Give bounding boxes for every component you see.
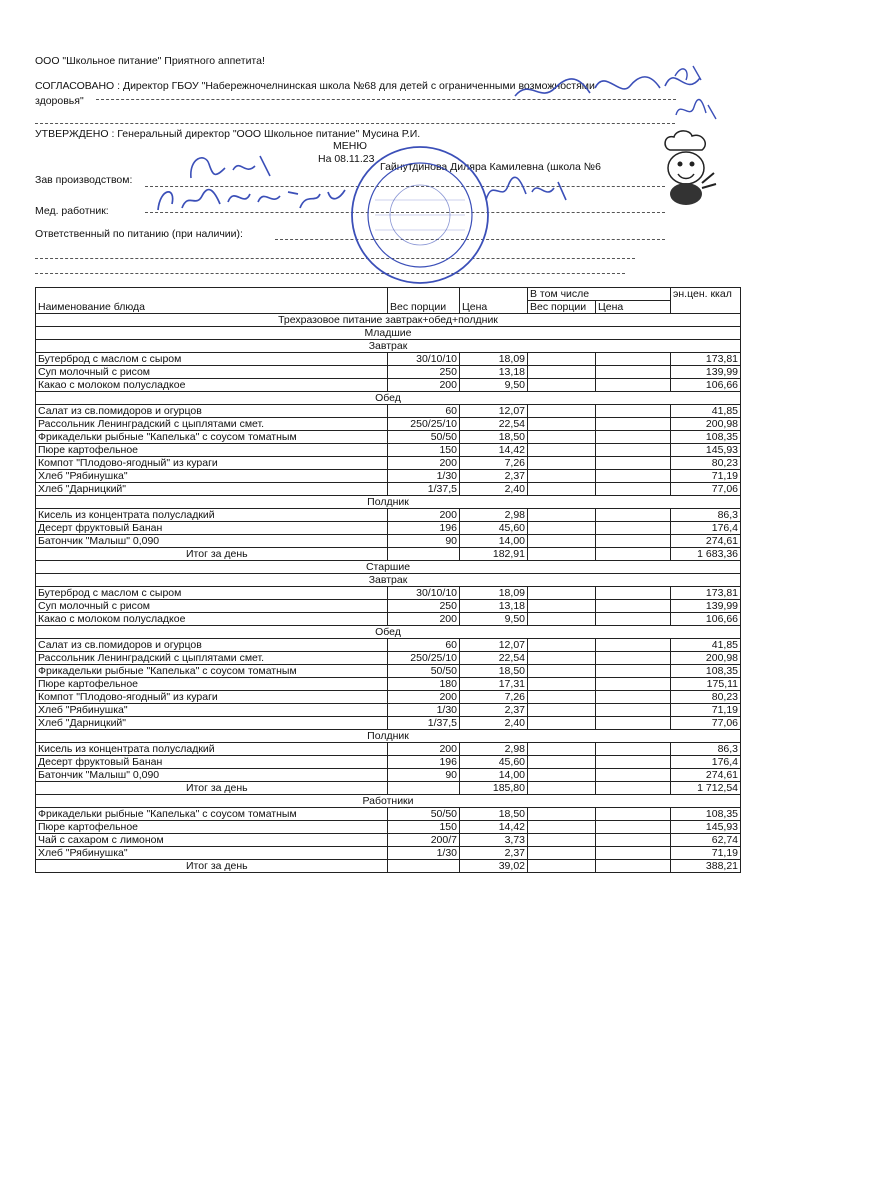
dish-price: 9,50 [460, 379, 528, 392]
dish-name: Фрикадельки рыбные "Капелька" с соусом томатным [36, 665, 388, 678]
table-row [36, 353, 741, 366]
section-row [36, 314, 741, 327]
dish-name: Фрикадельки рыбные "Капелька" с соусом томатным [36, 431, 388, 444]
dish-kcal: 86,3 [671, 743, 741, 756]
sub-weight-cell [528, 353, 596, 366]
approved-line: УТВЕРЖДЕНО : Генеральный директор "ООО Школьное питание" Мусина Р.И. [35, 128, 421, 140]
sub-price-cell [596, 379, 671, 392]
sub-weight-cell [528, 639, 596, 652]
total-row [36, 548, 741, 561]
sub-weight-cell [528, 717, 596, 730]
sub-weight-cell [528, 743, 596, 756]
column-header-weight: Вес порции [388, 288, 460, 314]
table-row [36, 743, 741, 756]
table-row [36, 756, 741, 769]
sub-weight-cell [528, 457, 596, 470]
table-row [36, 444, 741, 457]
dish-price: 45,60 [460, 756, 528, 769]
responsible-label: Ответственный по питанию (при наличии): [35, 228, 243, 240]
dish-kcal: 173,81 [671, 353, 741, 366]
section-label: Полдник [36, 730, 741, 743]
dish-name: Хлеб "Рябинушка" [36, 470, 388, 483]
dish-price: 7,26 [460, 691, 528, 704]
divider-line [35, 123, 675, 124]
school-stamp-icon [345, 140, 495, 290]
sub-price-cell [596, 808, 671, 821]
menu-date: На 08.11.23 [318, 153, 375, 165]
dish-weight: 196 [388, 522, 460, 535]
dish-name: Батончик "Малыш" 0,090 [36, 769, 388, 782]
table-row [36, 691, 741, 704]
dish-weight: 90 [388, 769, 460, 782]
sub-weight-cell [528, 769, 596, 782]
table-row [36, 639, 741, 652]
dish-kcal: 173,81 [671, 587, 741, 600]
dish-name: Пюре картофельное [36, 444, 388, 457]
dish-name: Батончик "Малыш" 0,090 [36, 535, 388, 548]
dish-weight: 150 [388, 444, 460, 457]
total-price: 185,80 [460, 782, 528, 795]
sub-weight-cell [528, 821, 596, 834]
sub-price-cell [596, 353, 671, 366]
column-header-including: В том числе [528, 288, 671, 301]
sub-weight-cell [528, 366, 596, 379]
sub-weight-cell [528, 678, 596, 691]
sub-price-cell [596, 665, 671, 678]
dish-name: Десерт фруктовый Банан [36, 756, 388, 769]
sub-weight-cell [528, 652, 596, 665]
table-row [36, 509, 741, 522]
dish-weight: 1/37,5 [388, 483, 460, 496]
sub-price-cell [596, 639, 671, 652]
sub-price-cell [596, 613, 671, 626]
dish-price: 18,09 [460, 353, 528, 366]
total-kcal: 1 712,54 [671, 782, 741, 795]
table-row [36, 379, 741, 392]
dish-weight: 1/30 [388, 847, 460, 860]
table-row [36, 678, 741, 691]
dish-kcal: 62,74 [671, 834, 741, 847]
dish-weight: 30/10/10 [388, 353, 460, 366]
table-row [36, 431, 741, 444]
section-label: Завтрак [36, 574, 741, 587]
section-label: Трехразовое питание завтрак+обед+полдник [36, 314, 741, 327]
sub-weight-cell [528, 808, 596, 821]
production-chief-label: Зав производством: [35, 174, 133, 186]
sub-price-cell [596, 704, 671, 717]
organization-title: ООО "Школьное питание" Приятного аппетита! [35, 55, 265, 67]
dish-price: 45,60 [460, 522, 528, 535]
dish-price: 7,26 [460, 457, 528, 470]
section-label: Завтрак [36, 340, 741, 353]
sub-price-cell [596, 405, 671, 418]
dish-kcal: 106,66 [671, 613, 741, 626]
total-weight-cell [388, 782, 460, 795]
dish-name: Какао с молоком полусладкое [36, 379, 388, 392]
table-row [36, 587, 741, 600]
sub-weight-cell [528, 665, 596, 678]
dish-name: Фрикадельки рыбные "Капелька" с соусом томатным [36, 808, 388, 821]
dish-name: Десерт фруктовый Банан [36, 522, 388, 535]
table-row [36, 483, 741, 496]
sub-price-cell [596, 678, 671, 691]
table-row [36, 769, 741, 782]
table-row [36, 522, 741, 535]
dish-price: 18,50 [460, 431, 528, 444]
dish-kcal: 77,06 [671, 717, 741, 730]
dish-name: Рассольник Ленинградский с цыплятами смет. [36, 652, 388, 665]
dish-name: Хлеб "Дарницкий" [36, 483, 388, 496]
table-row [36, 847, 741, 860]
sub-weight-cell [528, 613, 596, 626]
dish-price: 12,07 [460, 405, 528, 418]
dish-price: 9,50 [460, 613, 528, 626]
dish-weight: 200 [388, 379, 460, 392]
sub-weight-cell [528, 548, 596, 561]
dish-weight: 1/30 [388, 470, 460, 483]
dish-weight: 200 [388, 691, 460, 704]
sub-price-cell [596, 457, 671, 470]
table-row [36, 418, 741, 431]
dish-price: 2,37 [460, 847, 528, 860]
column-header-price: Цена [460, 288, 528, 314]
dish-weight: 50/50 [388, 665, 460, 678]
section-row [36, 730, 741, 743]
sub-weight-cell [528, 444, 596, 457]
section-label: Обед [36, 626, 741, 639]
section-row [36, 574, 741, 587]
dish-weight: 1/37,5 [388, 717, 460, 730]
signature-icon [672, 95, 722, 125]
dish-kcal: 80,23 [671, 691, 741, 704]
sub-price-cell [596, 535, 671, 548]
dish-name: Салат из св.помидоров и огурцов [36, 405, 388, 418]
table-row [36, 457, 741, 470]
sub-weight-cell [528, 405, 596, 418]
table-row [36, 808, 741, 821]
sub-price-cell [596, 600, 671, 613]
dish-name: Салат из св.помидоров и огурцов [36, 639, 388, 652]
dish-price: 3,73 [460, 834, 528, 847]
dish-name: Хлеб "Дарницкий" [36, 717, 388, 730]
medic-label: Мед. работник: [35, 205, 109, 217]
dish-price: 22,54 [460, 418, 528, 431]
sub-weight-cell [528, 431, 596, 444]
sub-price-cell [596, 847, 671, 860]
dish-name: Хлеб "Рябинушка" [36, 704, 388, 717]
table-row [36, 535, 741, 548]
dish-weight: 150 [388, 821, 460, 834]
dish-name: Хлеб "Рябинушка" [36, 847, 388, 860]
dish-kcal: 176,4 [671, 756, 741, 769]
dish-name: Бутерброд с маслом с сыром [36, 587, 388, 600]
dish-kcal: 139,99 [671, 600, 741, 613]
sub-price-cell [596, 509, 671, 522]
table-header-row [36, 288, 741, 301]
column-header-sub-price: Цена [596, 301, 671, 314]
sub-price-cell [596, 444, 671, 457]
sub-price-cell [596, 769, 671, 782]
dish-name: Какао с молоком полусладкое [36, 613, 388, 626]
dish-weight: 30/10/10 [388, 587, 460, 600]
sub-price-cell [596, 782, 671, 795]
section-row [36, 795, 741, 808]
table-row [36, 366, 741, 379]
dish-price: 13,18 [460, 366, 528, 379]
dish-price: 18,50 [460, 665, 528, 678]
dish-weight: 200 [388, 457, 460, 470]
divider-line [35, 258, 635, 259]
sub-weight-cell [528, 535, 596, 548]
section-label: Старшие [36, 561, 741, 574]
dish-price: 2,37 [460, 470, 528, 483]
section-row [36, 496, 741, 509]
dish-weight: 250 [388, 600, 460, 613]
total-label: Итог за день [36, 782, 388, 795]
sub-weight-cell [528, 704, 596, 717]
section-row [36, 561, 741, 574]
dish-kcal: 71,19 [671, 704, 741, 717]
section-row [36, 392, 741, 405]
total-label: Итог за день [36, 548, 388, 561]
dish-kcal: 145,93 [671, 444, 741, 457]
total-price: 182,91 [460, 548, 528, 561]
table-row [36, 470, 741, 483]
total-row [36, 782, 741, 795]
table-row [36, 821, 741, 834]
dish-price: 2,40 [460, 483, 528, 496]
sub-weight-cell [528, 847, 596, 860]
dish-weight: 200/7 [388, 834, 460, 847]
dish-price: 14,00 [460, 769, 528, 782]
sub-weight-cell [528, 782, 596, 795]
dish-kcal: 139,99 [671, 366, 741, 379]
column-header-energy: эн.цен. ккал [671, 288, 741, 314]
menu-title: МЕНЮ [333, 140, 367, 152]
dish-name: Суп молочный с рисом [36, 366, 388, 379]
dish-price: 2,98 [460, 743, 528, 756]
dish-name: Компот "Плодово-ягодный" из кураги [36, 691, 388, 704]
table-row [36, 717, 741, 730]
dish-price: 18,09 [460, 587, 528, 600]
dish-kcal: 108,35 [671, 431, 741, 444]
table-row [36, 834, 741, 847]
dish-weight: 200 [388, 613, 460, 626]
dish-weight: 90 [388, 535, 460, 548]
dish-weight: 50/50 [388, 808, 460, 821]
table-row [36, 652, 741, 665]
signature-icon [150, 178, 350, 218]
dish-name: Чай с сахаром с лимоном [36, 834, 388, 847]
dish-name: Пюре картофельное [36, 821, 388, 834]
dish-kcal: 108,35 [671, 665, 741, 678]
sub-weight-cell [528, 834, 596, 847]
dish-kcal: 200,98 [671, 418, 741, 431]
table-row [36, 613, 741, 626]
sub-price-cell [596, 756, 671, 769]
sub-weight-cell [528, 691, 596, 704]
table-row [36, 704, 741, 717]
total-weight-cell [388, 860, 460, 873]
dish-kcal: 176,4 [671, 522, 741, 535]
sub-weight-cell [528, 509, 596, 522]
dish-kcal: 106,66 [671, 379, 741, 392]
sub-price-cell [596, 587, 671, 600]
dish-weight: 250/25/10 [388, 418, 460, 431]
dish-kcal: 71,19 [671, 847, 741, 860]
sub-price-cell [596, 834, 671, 847]
chef-mascot-icon [652, 128, 722, 208]
sub-price-cell [596, 548, 671, 561]
sub-price-cell [596, 470, 671, 483]
sub-price-cell [596, 431, 671, 444]
dish-kcal: 145,93 [671, 821, 741, 834]
total-kcal: 388,21 [671, 860, 741, 873]
sub-weight-cell [528, 483, 596, 496]
total-weight-cell [388, 548, 460, 561]
sub-weight-cell [528, 756, 596, 769]
sub-price-cell [596, 691, 671, 704]
dish-kcal: 200,98 [671, 652, 741, 665]
menu-table [35, 287, 741, 873]
dish-kcal: 175,11 [671, 678, 741, 691]
dish-price: 14,42 [460, 821, 528, 834]
dish-weight: 60 [388, 405, 460, 418]
dish-kcal: 108,35 [671, 808, 741, 821]
section-label: Младшие [36, 327, 741, 340]
section-row [36, 327, 741, 340]
sub-price-cell [596, 366, 671, 379]
section-label: Работники [36, 795, 741, 808]
sub-price-cell [596, 717, 671, 730]
sub-price-cell [596, 860, 671, 873]
column-header-sub-weight: Вес порции [528, 301, 596, 314]
dish-name: Компот "Плодово-ягодный" из кураги [36, 457, 388, 470]
dish-weight: 200 [388, 509, 460, 522]
sub-price-cell [596, 483, 671, 496]
total-price: 39,02 [460, 860, 528, 873]
section-row [36, 626, 741, 639]
total-row [36, 860, 741, 873]
dish-price: 17,31 [460, 678, 528, 691]
production-chief-name: Гайнутдинова Диляра Камилевна (школа №6 [380, 161, 601, 173]
dish-weight: 50/50 [388, 431, 460, 444]
dish-price: 2,37 [460, 704, 528, 717]
agreed-line: СОГЛАСОВАНО : Директор ГБОУ "Набережночелнинская школа №68 для детей с ограниченными возможностями [35, 80, 595, 92]
sub-price-cell [596, 652, 671, 665]
dish-price: 18,50 [460, 808, 528, 821]
dish-weight: 250/25/10 [388, 652, 460, 665]
dish-kcal: 274,61 [671, 769, 741, 782]
dish-name: Суп молочный с рисом [36, 600, 388, 613]
sub-weight-cell [528, 522, 596, 535]
section-label: Полдник [36, 496, 741, 509]
total-kcal: 1 683,36 [671, 548, 741, 561]
sub-price-cell [596, 418, 671, 431]
sub-weight-cell [528, 379, 596, 392]
dish-weight: 180 [388, 678, 460, 691]
sub-weight-cell [528, 587, 596, 600]
dish-kcal: 274,61 [671, 535, 741, 548]
dish-kcal: 86,3 [671, 509, 741, 522]
dish-price: 13,18 [460, 600, 528, 613]
sub-weight-cell [528, 418, 596, 431]
dish-weight: 60 [388, 639, 460, 652]
dish-kcal: 80,23 [671, 457, 741, 470]
dish-name: Кисель из концентрата полусладкий [36, 509, 388, 522]
dish-price: 2,98 [460, 509, 528, 522]
dish-price: 12,07 [460, 639, 528, 652]
sub-price-cell [596, 743, 671, 756]
dish-name: Бутерброд с маслом с сыром [36, 353, 388, 366]
dish-price: 2,40 [460, 717, 528, 730]
dish-weight: 1/30 [388, 704, 460, 717]
dish-name: Рассольник Ленинградский с цыплятами смет. [36, 418, 388, 431]
section-row [36, 340, 741, 353]
sub-weight-cell [528, 470, 596, 483]
dish-weight: 250 [388, 366, 460, 379]
dish-kcal: 41,85 [671, 405, 741, 418]
dish-name: Кисель из концентрата полусладкий [36, 743, 388, 756]
table-row [36, 665, 741, 678]
sub-price-cell [596, 821, 671, 834]
sub-price-cell [596, 522, 671, 535]
dish-weight: 200 [388, 743, 460, 756]
dish-price: 14,00 [460, 535, 528, 548]
column-header-name: Наименование блюда [36, 288, 388, 314]
section-label: Обед [36, 392, 741, 405]
dish-weight: 196 [388, 756, 460, 769]
dish-price: 22,54 [460, 652, 528, 665]
sub-weight-cell [528, 600, 596, 613]
dish-kcal: 71,19 [671, 470, 741, 483]
dish-name: Пюре картофельное [36, 678, 388, 691]
table-row [36, 600, 741, 613]
agreed-line-continued: здоровья" [35, 95, 84, 107]
table-row [36, 405, 741, 418]
dish-price: 14,42 [460, 444, 528, 457]
divider-line [35, 273, 625, 274]
total-label: Итог за день [36, 860, 388, 873]
sub-weight-cell [528, 860, 596, 873]
dish-kcal: 77,06 [671, 483, 741, 496]
dish-kcal: 41,85 [671, 639, 741, 652]
